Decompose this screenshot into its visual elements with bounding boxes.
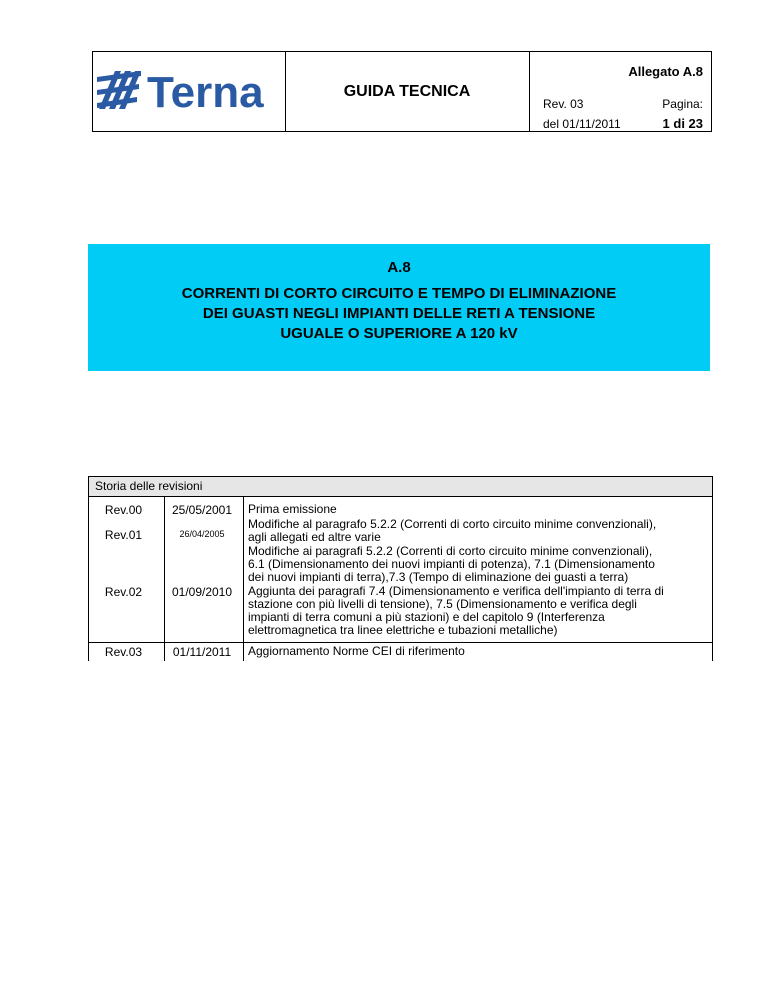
page-number: 1 di 23 [662, 116, 703, 131]
logo-cell [93, 52, 286, 131]
revision-code: Rev.00 [104, 503, 143, 517]
revision-code: Rev.02 [104, 585, 143, 599]
revision-code: Rev.01 [104, 528, 143, 542]
revision-description: Modifiche ai paragrafi 5.2.2 (Correnti di corto circuito minime convenzionali), 6.1 (Dimensionamento dei nuovi impianti di potenza), 7.1 (Dimensionamento dei nuovi impianti di terra),7.3 (Tempo di eliminazione dei guasti a terra) Aggiunta dei paragrafi 7.4 (Dimensionamento e verifica dell'impianto di terra di stazione con più livelli di tensione), 7.5 (Dimensionamento e verifica degli impianti di terra comuni a più stazioni) e del capitolo 9 (Interferenza elettromagnetica tra linee elettriche e tubazioni metalliche) [248, 544, 664, 638]
title-banner [88, 244, 710, 371]
terna-mark-icon [97, 71, 141, 109]
revision-code: Rev.03 [104, 645, 143, 659]
document-type-title: GUIDA TECNICA [285, 52, 530, 131]
document-header [92, 51, 712, 132]
revision-date: 25/05/2001 [171, 503, 233, 517]
revision-date: 01/11/2011 [172, 645, 232, 659]
revision-label: Rev. 03 [543, 97, 584, 111]
revision-description: Aggiornamento Norme CEI di riferimento [248, 644, 465, 658]
revision-description: Prima emissione [248, 502, 337, 516]
logo-wordmark: Terna [147, 68, 264, 117]
revision-date: 26/04/2005 [179, 529, 225, 539]
revision-date: del 01/11/2011 [543, 117, 621, 131]
banner-code: A.8 [387, 259, 411, 276]
banner-title-line-3: UGUALE O SUPERIORE A 120 kV [280, 325, 518, 342]
revision-description: Modifiche al paragrafo 5.2.2 (Correnti di corto circuito minime convenzionali), agli allegati ed altre varie [248, 517, 657, 545]
revision-table-title: Storia delle revisioni [88, 476, 713, 497]
banner-title-line-2: DEI GUASTI NEGLI IMPIANTI DELLE RETI A TENSIONE [202, 305, 596, 322]
document-info [529, 52, 711, 131]
terna-logo [97, 59, 281, 119]
page-label: Pagina: [662, 97, 703, 111]
revision-date: 01/09/2010 [171, 585, 233, 599]
banner-title-line-1: CORRENTI DI CORTO CIRCUITO E TEMPO DI ELIMINAZIONE [181, 285, 617, 302]
attachment-label: Allegato A.8 [628, 64, 703, 79]
